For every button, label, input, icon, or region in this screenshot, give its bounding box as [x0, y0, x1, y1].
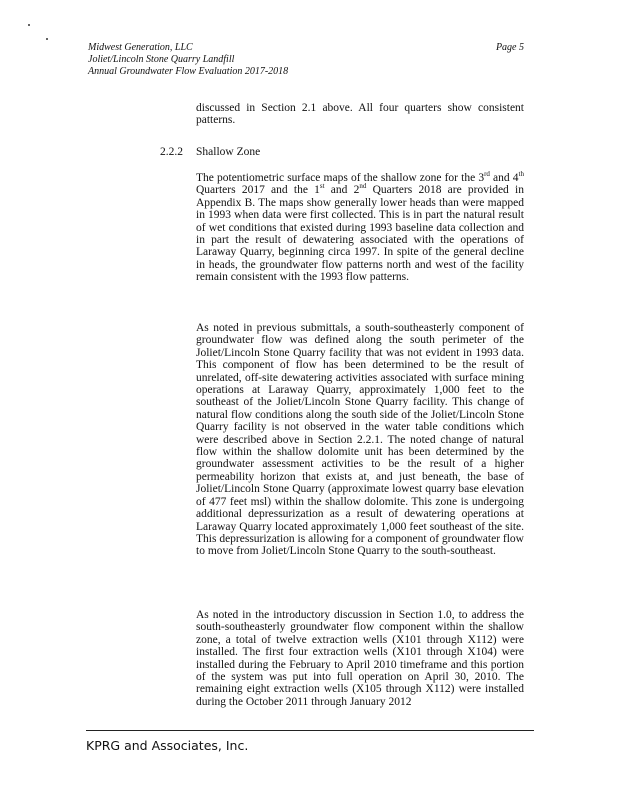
page-number: Page 5: [495, 42, 524, 53]
scan-speck: [46, 38, 48, 40]
footer-company: KPRG and Associates, Inc.: [86, 738, 249, 753]
running-header: [88, 42, 288, 78]
header-company: Midwest Generation, LLC: [88, 42, 193, 53]
paragraph-shallow-zone-maps: The potentiometric surface maps of the shallow zone for the 3rd and 4th Quarters 2017 and the 1st and 2nd Quarters 2018 are provided in Appendix B. The maps show generally lower heads than were mapped in 1993 when data were first collected. This is in part the natural result of wet conditions that existed during 1993 baseline data collection and in part the result of dewatering associated with the operations of Laraway Quarry, beginning circa 1997. In spite of the general decline in heads, the groundwater flow patterns north and west of the facility remain consistent with the 1993 flow patterns.: [196, 170, 524, 284]
section-number: 2.2.2: [160, 146, 183, 158]
header-site: Joliet/Lincoln Stone Quarry Landfill: [88, 54, 235, 65]
paragraph-extraction-wells: As noted in the introductory discussion in Section 1.0, to address the south-southeasterly groundwater flow component within the shallow zone, a total of twelve extraction wells (X101 through X112) were installed. The first four extraction wells (X101 through X104) were installed during the February to April 2010 timeframe and this portion of the system was put into full operation on April 30, 2010. The remaining eight extraction wells (X105 through X112) were installed during the October 2011 through January 2012: [196, 609, 524, 708]
continued-paragraph: discussed in Section 2.1 above. All four quarters show consistent patterns.: [196, 102, 524, 127]
paragraph-south-southeasterly-flow: As noted in previous submittals, a south-southeasterly component of groundwater flow was defined along the south perimeter of the Joliet/Lincoln Stone Quarry facility that was not evident in 1993 data. This component of flow has been determined to be the result of unrelated, off-site dewatering activities associated with surface mining operations at Laraway Quarry, approximately 1,000 feet to the southeast of the Joliet/Lincoln Stone Quarry facility. This change of natural flow conditions along the south side of the Joliet/Lincoln Stone Quarry facility is not observed in the water table conditions which were described above in Section 2.2.1. The noted change of natural flow within the shallow dolomite unit has been determined by the groundwater assessment activities to be the result of a higher permeability horizon that exists at, and just beneath, the base of Joliet/Lincoln Stone Quarry (approximate lowest quarry base elevation of 477 feet msl) within the shallow dolomite. This zone is undergoing additional depressurization as a result of dewatering operations at Laraway Quarry located approximately 1,000 feet southeast of the site. This depressurization is allowing for a component of groundwater flow to move from Joliet/Lincoln Stone Quarry to the south-southeast.: [196, 322, 524, 558]
header-report-title: Annual Groundwater Flow Evaluation 2017-2018: [88, 66, 289, 77]
section-title: Shallow Zone: [196, 146, 261, 158]
footer-divider: [86, 730, 534, 731]
scan-speck: [28, 24, 30, 26]
